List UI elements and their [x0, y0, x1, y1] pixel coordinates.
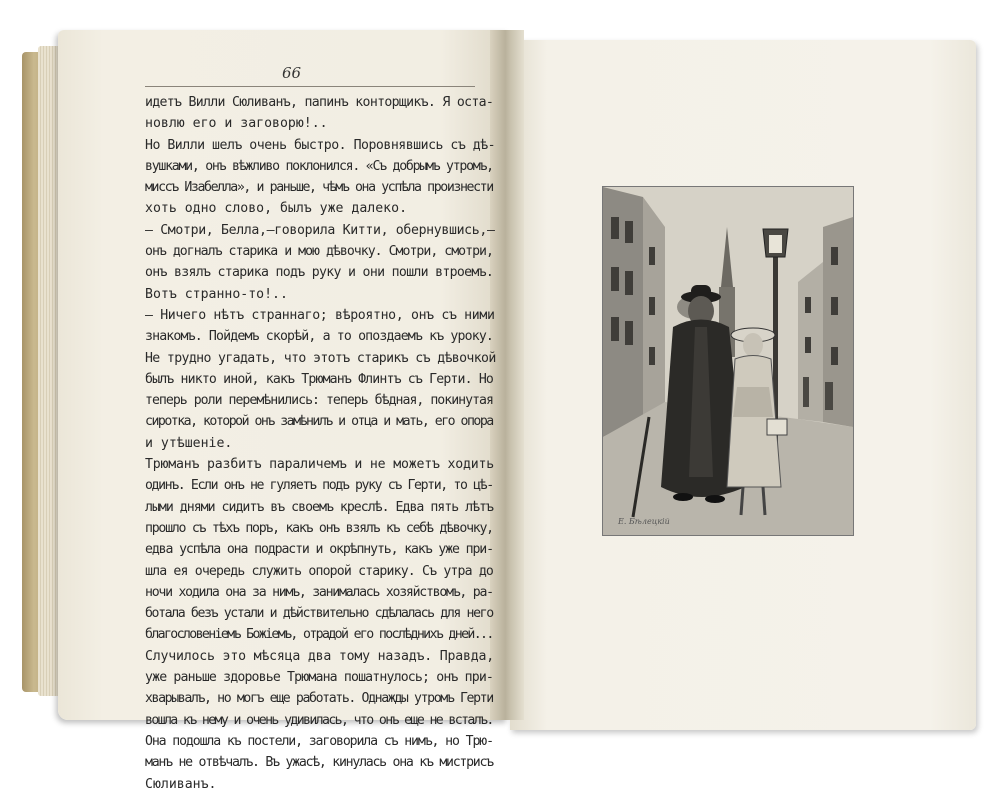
text-line: онъ догналъ старика и мою дѣвочку. Смотри, смотри,: [145, 244, 493, 260]
artist-signature: Е. Бѣлецкій: [618, 517, 670, 526]
text-line: лыми днями сидитъ въ своемъ креслѣ. Едва пять лѣтъ: [145, 499, 493, 515]
text-line: вошла къ нему и очень удивилась, что онъ еще не всталъ.: [145, 712, 493, 728]
text-line: — Смотри, Белла,—говорила Китти, обернувшись,—: [145, 222, 495, 238]
text-line: уже раньше здоровье Трюмана пошатнулось; онъ при-: [145, 670, 494, 686]
illustration-drawing: [603, 187, 853, 535]
text-line: Она подошла къ постели, заговорила съ нимъ, но Трю-: [145, 733, 493, 749]
text-line: одинъ. Если онъ не гуляетъ подъ руку съ Герти, то цѣ-: [145, 478, 493, 494]
text-line: Вотъ странно-то!..: [145, 286, 288, 302]
page-header-rule: [145, 86, 475, 87]
text-line: знакомъ. Пойдемъ скорѣй, а то опоздаемъ къ уроку.: [145, 329, 494, 345]
illustration: [602, 186, 854, 536]
text-line: благословеніемъ Божіемъ, отрадой его послѣднихъ дней...: [145, 627, 493, 643]
text-line: хварывалъ, но могъ еще работать. Однажды утромъ Герти: [145, 691, 493, 707]
text-line: манъ не отвѣчалъ. Въ ужасѣ, кинулась она къ мистрисъ: [145, 755, 493, 771]
text-line: идетъ Вилли Сюливанъ, папинъ конторщикъ. Я оста-: [145, 95, 494, 110]
text-line: новлю его и заговорю!..: [145, 116, 328, 132]
text-line: миссъ Изабелла», и раньше, чѣмъ она успѣла произнести: [145, 180, 493, 196]
text-line: теперь роли перемѣнились: теперь бѣдная, покинутая: [145, 393, 493, 409]
text-line: Но Вилли шелъ очень быстро. Поровнявшись съ дѣ-: [145, 137, 496, 153]
text-line: Не трудно угадать, что этотъ старикъ съ дѣвочкой: [145, 350, 496, 366]
text-line: вушками, онъ вѣжливо поклонился. «Съ добрымъ утромъ,: [145, 158, 493, 174]
text-line: едва успѣла она подрасти и окрѣпнуть, какъ уже при-: [145, 542, 493, 558]
text-line: ночи ходила она за нимъ, занималась хозяйствомъ, ра-: [145, 584, 493, 600]
text-line: шла ея очередь служить опорой старику. Съ утра до: [145, 563, 494, 579]
left-page-text: [145, 92, 496, 795]
text-line: хоть одно слово, былъ уже далеко.: [145, 201, 408, 217]
text-line: Сюливанъ.: [145, 776, 217, 792]
text-line: сиротка, которой онъ замѣнилъ и отца и мать, его опора: [145, 414, 493, 430]
text-line: онъ взялъ старика подъ руку и они пошли втроемъ.: [145, 265, 494, 281]
text-line: ботала безъ устали и дѣйствительно сдѣлалась для него: [145, 606, 493, 622]
text-line: былъ никто иной, какъ Трюманъ Флинтъ съ Герти. Но: [145, 371, 494, 387]
text-line: — Ничего нѣтъ страннаго; вѣроятно, онъ съ ними: [145, 307, 495, 323]
page-number: 66: [282, 64, 302, 82]
text-line: Трюманъ разбитъ параличемъ и не можетъ ходить: [145, 457, 495, 473]
book-gutter: [490, 30, 524, 720]
text-line: и утѣшеніе.: [145, 435, 233, 451]
text-line: Случилось это мѣсяца два тому назадъ. Правда,: [145, 648, 495, 664]
text-line: прошло съ тѣхъ поръ, какъ онъ взялъ къ себѣ дѣвочку,: [145, 520, 493, 536]
